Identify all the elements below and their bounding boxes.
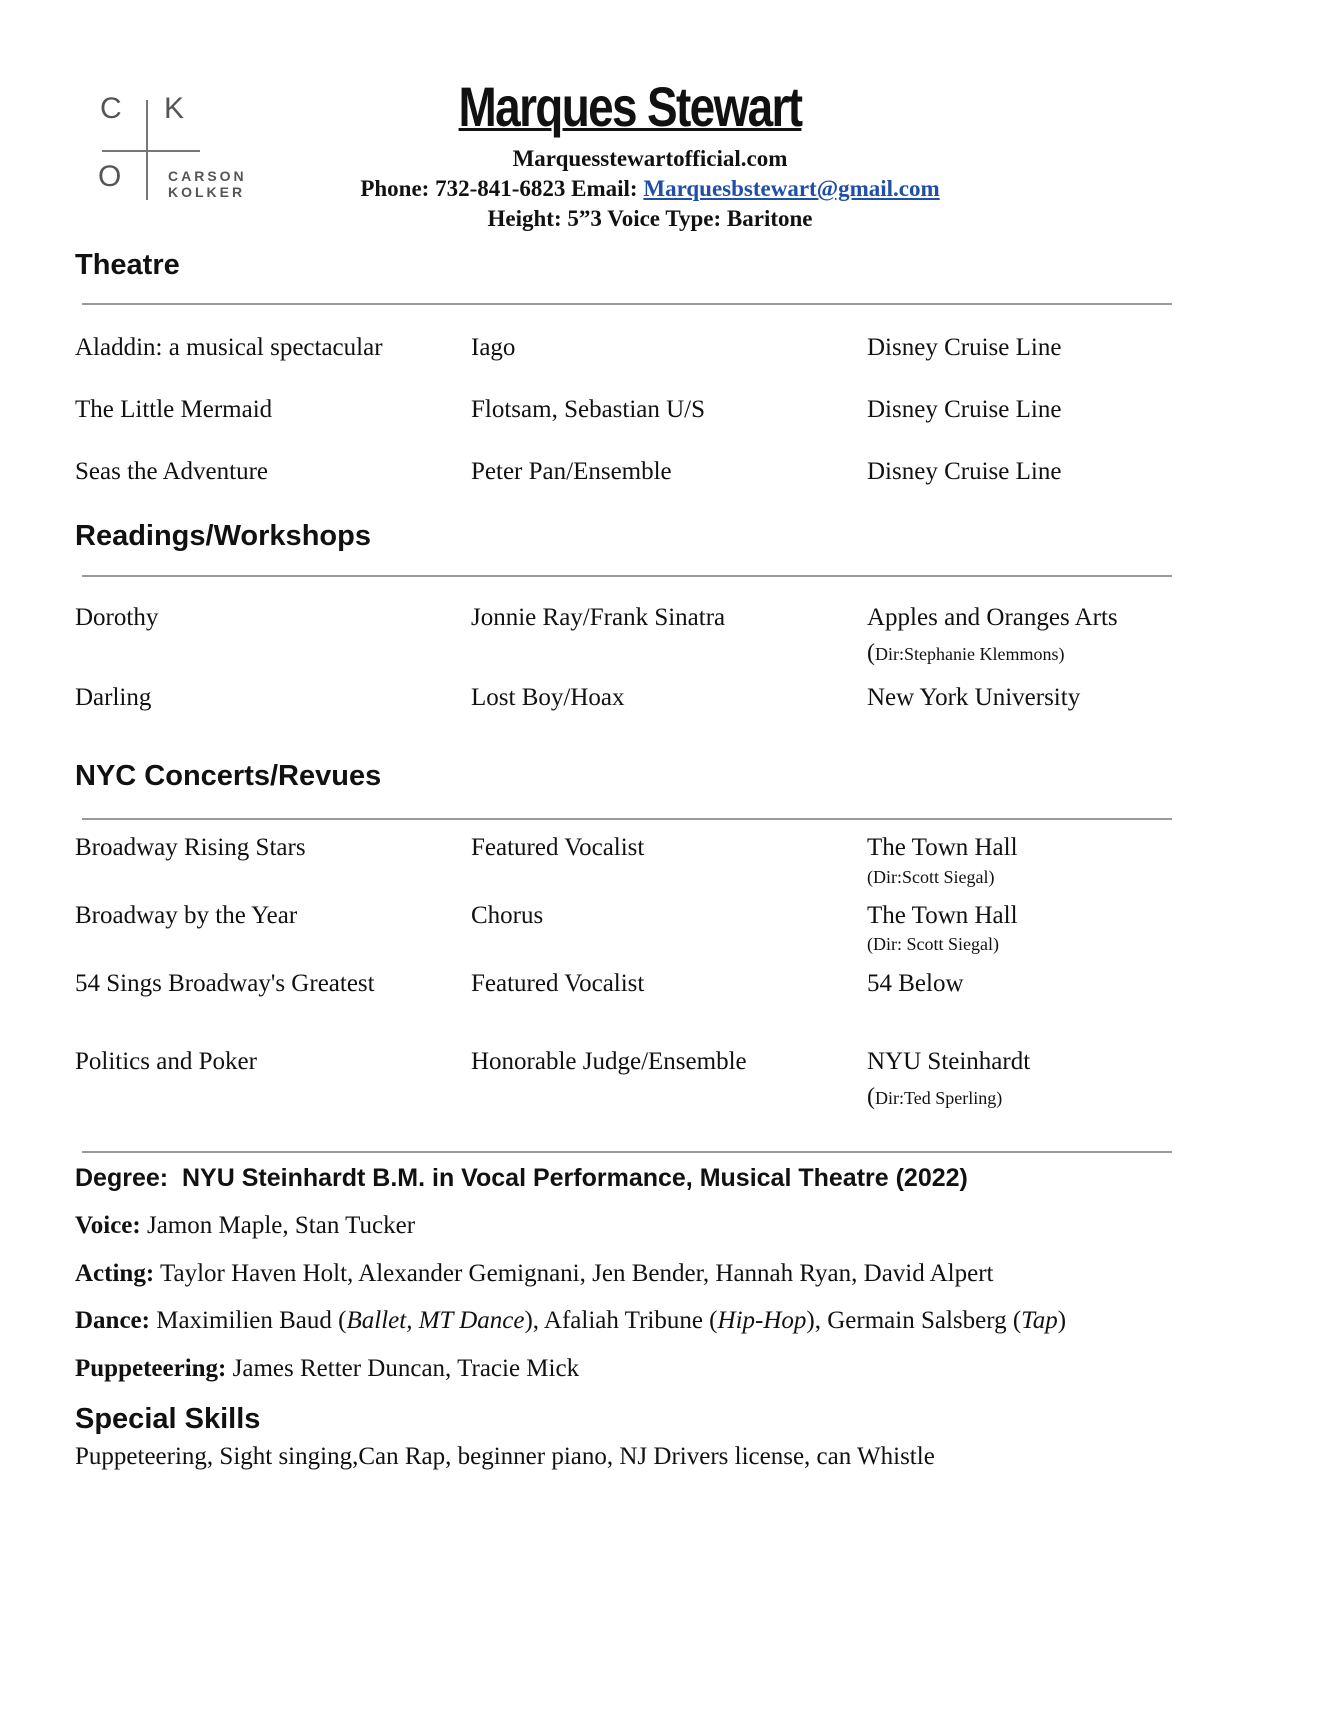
credit-role: Jonnie Ray/Frank Sinatra bbox=[471, 604, 726, 631]
logo-letter-c: C bbox=[100, 92, 122, 125]
training-voice: Voice: Jamon Maple, Stan Tucker bbox=[75, 1212, 416, 1239]
credit-director: (Dir:Scott Siegal) bbox=[867, 867, 995, 887]
credit-show: Broadway Rising Stars bbox=[75, 834, 306, 861]
credit-show: The Little Mermaid bbox=[75, 396, 273, 423]
credit-show: Dorothy bbox=[75, 604, 159, 631]
credit-show: Seas the Adventure bbox=[75, 458, 269, 485]
training-puppeteering: Puppeteering: James Retter Duncan, Tracie Mick bbox=[75, 1355, 580, 1382]
credit-role: Honorable Judge/Ensemble bbox=[471, 1048, 747, 1075]
credit-venue: Apples and Oranges Arts bbox=[867, 604, 1118, 631]
credit-venue: Disney Cruise Line bbox=[867, 396, 1062, 423]
website: Marquesstewartofficial.com bbox=[512, 146, 788, 171]
credit-venue: New York University bbox=[867, 684, 1081, 711]
credit-role: Iago bbox=[471, 334, 516, 361]
credit-show: 54 Sings Broadway's Greatest bbox=[75, 970, 375, 997]
stats-line: Height: 5”3 Voice Type: Baritone bbox=[487, 206, 813, 231]
credit-director: (Dir:Ted Sperling) bbox=[867, 1084, 1003, 1110]
logo-letter-o: O bbox=[98, 160, 122, 193]
credit-venue: Disney Cruise Line bbox=[867, 334, 1062, 361]
credit-show: Politics and Poker bbox=[75, 1048, 257, 1075]
section-title-concerts: NYC Concerts/Revues bbox=[75, 760, 382, 792]
email-link[interactable]: Marquesbstewart@gmail.com bbox=[643, 176, 940, 201]
credit-director: (Dir:Stephanie Klemmons) bbox=[867, 640, 1065, 666]
credit-venue: The Town Hall bbox=[867, 902, 1018, 929]
voice-type: Baritone bbox=[726, 206, 813, 231]
credit-venue: 54 Below bbox=[867, 970, 964, 997]
divider bbox=[82, 575, 1172, 577]
phone: 732-841-6823 bbox=[435, 176, 566, 201]
credit-venue: Disney Cruise Line bbox=[867, 458, 1062, 485]
credit-role: Lost Boy/Hoax bbox=[471, 684, 625, 711]
logo-wordmark: CARSON KOLKER bbox=[168, 168, 247, 200]
divider bbox=[82, 1151, 1172, 1153]
credit-show: Darling bbox=[75, 684, 152, 711]
credit-show: Broadway by the Year bbox=[75, 902, 298, 929]
degree-line: Degree: NYU Steinhardt B.M. in Vocal Performance, Musical Theatre (2022) bbox=[75, 1164, 968, 1192]
credit-show: Aladdin: a musical spectacular bbox=[75, 334, 383, 361]
credit-role: Peter Pan/Ensemble bbox=[471, 458, 672, 485]
section-title-readings: Readings/Workshops bbox=[75, 520, 371, 552]
height: 5”3 bbox=[567, 206, 602, 231]
credit-venue: The Town Hall bbox=[867, 834, 1018, 861]
logo-letter-k: K bbox=[164, 92, 185, 125]
credit-role: Featured Vocalist bbox=[471, 970, 645, 997]
performer-name: Marques Stewart bbox=[458, 75, 802, 138]
divider bbox=[82, 303, 1172, 305]
credit-role: Featured Vocalist bbox=[471, 834, 645, 861]
training-dance: Dance: Maximilien Baud (Ballet, MT Dance), Afaliah Tribune (Hip-Hop), Germain Salsberg (Tap) bbox=[75, 1307, 1067, 1334]
training-acting: Acting: Taylor Haven Holt, Alexander Gemignani, Jen Bender, Hannah Ryan, David Alpert bbox=[75, 1260, 994, 1287]
section-title-skills: Special Skills bbox=[75, 1403, 261, 1435]
credit-venue: NYU Steinhardt bbox=[867, 1048, 1031, 1075]
credit-role: Chorus bbox=[471, 902, 544, 929]
skills-text: Puppeteering, Sight singing,Can Rap, beginner piano, NJ Drivers license, can Whistle bbox=[75, 1443, 935, 1470]
divider bbox=[82, 818, 1172, 820]
credit-role: Flotsam, Sebastian U/S bbox=[471, 396, 706, 423]
degree: NYU Steinhardt B.M. in Vocal Performance, Musical Theatre (2022) bbox=[182, 1164, 968, 1192]
section-title-theatre: Theatre bbox=[75, 249, 180, 281]
credit-director: (Dir: Scott Siegal) bbox=[867, 934, 999, 954]
contact-line: Phone: 732-841-6823 Email: Marquesbstewart@gmail.com bbox=[360, 176, 940, 201]
